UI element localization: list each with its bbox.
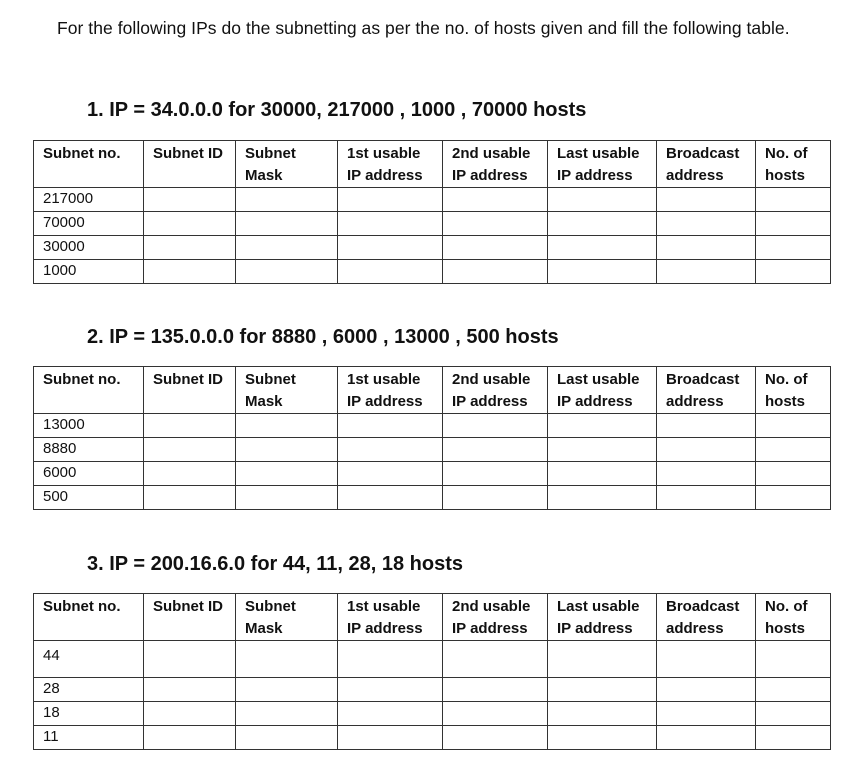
header-last-usable: Last usable IP address [548, 141, 657, 188]
table-header-row [34, 141, 831, 188]
header-no-of-hosts: No. of hosts [756, 594, 831, 641]
subnet-mask-cell[interactable] [236, 726, 338, 750]
subnet-mask-cell[interactable] [236, 486, 338, 510]
header-broadcast: Broadcast address [657, 367, 756, 414]
subnet-table-1 [33, 140, 831, 284]
table-row [34, 212, 831, 236]
header-subnet-id: Subnet ID [144, 367, 236, 414]
last-usable-cell[interactable] [548, 462, 657, 486]
last-usable-cell[interactable] [548, 236, 657, 260]
table-row [34, 462, 831, 486]
broadcast-cell[interactable] [657, 462, 756, 486]
header-second-usable: 2nd usable IP address [443, 367, 548, 414]
hosts-cell[interactable] [756, 486, 831, 510]
table-row [34, 188, 831, 212]
subnet-mask-cell[interactable] [236, 438, 338, 462]
table-row [34, 641, 831, 678]
broadcast-cell[interactable] [657, 236, 756, 260]
last-usable-cell[interactable] [548, 726, 657, 750]
header-subnet-no: Subnet no. [34, 141, 144, 188]
subnet-no-cell: 6000 [34, 462, 144, 486]
subnet-no-cell: 28 [34, 678, 144, 702]
subnet-table-2 [33, 366, 831, 510]
last-usable-cell[interactable] [548, 678, 657, 702]
subnet-id-cell[interactable] [144, 236, 236, 260]
section-2-title: 2. IP = 135.0.0.0 for 8880 , 6000 , 13000 , 500 hosts [87, 326, 559, 348]
table-header-row [34, 367, 831, 414]
broadcast-cell[interactable] [657, 678, 756, 702]
broadcast-cell[interactable] [657, 486, 756, 510]
last-usable-cell[interactable] [548, 486, 657, 510]
table-row [34, 414, 831, 438]
header-subnet-mask: Subnet Mask [236, 367, 338, 414]
subnet-no-cell: 13000 [34, 414, 144, 438]
second-usable-cell[interactable] [443, 414, 548, 438]
hosts-cell[interactable] [756, 414, 831, 438]
subnet-id-cell[interactable] [144, 260, 236, 284]
subnet-no-cell: 8880 [34, 438, 144, 462]
subnet-mask-cell[interactable] [236, 641, 338, 678]
subnet-mask-cell[interactable] [236, 702, 338, 726]
subnet-id-cell[interactable] [144, 486, 236, 510]
last-usable-cell[interactable] [548, 212, 657, 236]
section-1-title: 1. IP = 34.0.0.0 for 30000, 217000 , 1000 , 70000 hosts [87, 99, 587, 121]
first-usable-cell[interactable] [338, 212, 443, 236]
header-broadcast: Broadcast address [657, 594, 756, 641]
subnet-mask-cell[interactable] [236, 212, 338, 236]
subnet-id-cell[interactable] [144, 726, 236, 750]
subnet-no-cell: 11 [34, 726, 144, 750]
first-usable-cell[interactable] [338, 726, 443, 750]
subnet-id-cell[interactable] [144, 414, 236, 438]
header-subnet-mask: Subnet Mask [236, 594, 338, 641]
header-last-usable: Last usable IP address [548, 594, 657, 641]
subnet-id-cell[interactable] [144, 702, 236, 726]
header-subnet-mask: Subnet Mask [236, 141, 338, 188]
first-usable-cell[interactable] [338, 236, 443, 260]
broadcast-cell[interactable] [657, 726, 756, 750]
hosts-cell[interactable] [756, 726, 831, 750]
subnet-no-cell: 1000 [34, 260, 144, 284]
header-subnet-no: Subnet no. [34, 594, 144, 641]
broadcast-cell[interactable] [657, 702, 756, 726]
broadcast-cell[interactable] [657, 212, 756, 236]
subnet-mask-cell[interactable] [236, 188, 338, 212]
subnet-mask-cell[interactable] [236, 414, 338, 438]
subnet-no-cell: 18 [34, 702, 144, 726]
broadcast-cell[interactable] [657, 260, 756, 284]
header-first-usable: 1st usable IP address [338, 367, 443, 414]
second-usable-cell[interactable] [443, 486, 548, 510]
subnet-no-cell: 70000 [34, 212, 144, 236]
table-row [34, 438, 831, 462]
hosts-cell[interactable] [756, 212, 831, 236]
header-first-usable: 1st usable IP address [338, 594, 443, 641]
header-no-of-hosts: No. of hosts [756, 141, 831, 188]
first-usable-cell[interactable] [338, 260, 443, 284]
first-usable-cell[interactable] [338, 462, 443, 486]
subnet-id-cell[interactable] [144, 641, 236, 678]
header-second-usable: 2nd usable IP address [443, 594, 548, 641]
subnet-table-3 [33, 593, 831, 750]
table-row [34, 260, 831, 284]
first-usable-cell[interactable] [338, 641, 443, 678]
last-usable-cell[interactable] [548, 438, 657, 462]
last-usable-cell[interactable] [548, 641, 657, 678]
subnet-no-cell: 30000 [34, 236, 144, 260]
table-row [34, 486, 831, 510]
header-second-usable: 2nd usable IP address [443, 141, 548, 188]
subnet-mask-cell[interactable] [236, 260, 338, 284]
broadcast-cell[interactable] [657, 438, 756, 462]
second-usable-cell[interactable] [443, 726, 548, 750]
first-usable-cell[interactable] [338, 438, 443, 462]
second-usable-cell[interactable] [443, 462, 548, 486]
table-row [34, 678, 831, 702]
broadcast-cell[interactable] [657, 414, 756, 438]
table-row [34, 702, 831, 726]
subnet-mask-cell[interactable] [236, 236, 338, 260]
table-header-row [34, 594, 831, 641]
subnet-no-cell: 217000 [34, 188, 144, 212]
hosts-cell[interactable] [756, 260, 831, 284]
subnet-id-cell[interactable] [144, 438, 236, 462]
last-usable-cell[interactable] [548, 414, 657, 438]
first-usable-cell[interactable] [338, 702, 443, 726]
second-usable-cell[interactable] [443, 702, 548, 726]
subnet-no-cell: 500 [34, 486, 144, 510]
header-subnet-no: Subnet no. [34, 367, 144, 414]
hosts-cell[interactable] [756, 678, 831, 702]
subnet-mask-cell[interactable] [236, 462, 338, 486]
subnet-id-cell[interactable] [144, 678, 236, 702]
second-usable-cell[interactable] [443, 641, 548, 678]
hosts-cell[interactable] [756, 236, 831, 260]
hosts-cell[interactable] [756, 641, 831, 678]
header-no-of-hosts: No. of hosts [756, 367, 831, 414]
subnet-id-cell[interactable] [144, 188, 236, 212]
header-subnet-id: Subnet ID [144, 141, 236, 188]
last-usable-cell[interactable] [548, 702, 657, 726]
second-usable-cell[interactable] [443, 678, 548, 702]
second-usable-cell[interactable] [443, 212, 548, 236]
section-3-title: 3. IP = 200.16.6.0 for 44, 11, 28, 18 hosts [87, 553, 463, 575]
header-subnet-id: Subnet ID [144, 594, 236, 641]
hosts-cell[interactable] [756, 702, 831, 726]
subnet-mask-cell[interactable] [236, 678, 338, 702]
hosts-cell[interactable] [756, 462, 831, 486]
subnet-id-cell[interactable] [144, 462, 236, 486]
first-usable-cell[interactable] [338, 188, 443, 212]
second-usable-cell[interactable] [443, 188, 548, 212]
second-usable-cell[interactable] [443, 438, 548, 462]
first-usable-cell[interactable] [338, 414, 443, 438]
hosts-cell[interactable] [756, 188, 831, 212]
last-usable-cell[interactable] [548, 188, 657, 212]
last-usable-cell[interactable] [548, 260, 657, 284]
second-usable-cell[interactable] [443, 236, 548, 260]
header-last-usable: Last usable IP address [548, 367, 657, 414]
subnet-no-cell: 44 [34, 641, 144, 678]
table-row [34, 726, 831, 750]
header-first-usable: 1st usable IP address [338, 141, 443, 188]
second-usable-cell[interactable] [443, 260, 548, 284]
broadcast-cell[interactable] [657, 641, 756, 678]
first-usable-cell[interactable] [338, 486, 443, 510]
table-row [34, 236, 831, 260]
first-usable-cell[interactable] [338, 678, 443, 702]
header-broadcast: Broadcast address [657, 141, 756, 188]
instructions-text: For the following IPs do the subnetting as per the no. of hosts given and fill the following table. [57, 18, 790, 38]
broadcast-cell[interactable] [657, 188, 756, 212]
hosts-cell[interactable] [756, 438, 831, 462]
subnet-id-cell[interactable] [144, 212, 236, 236]
